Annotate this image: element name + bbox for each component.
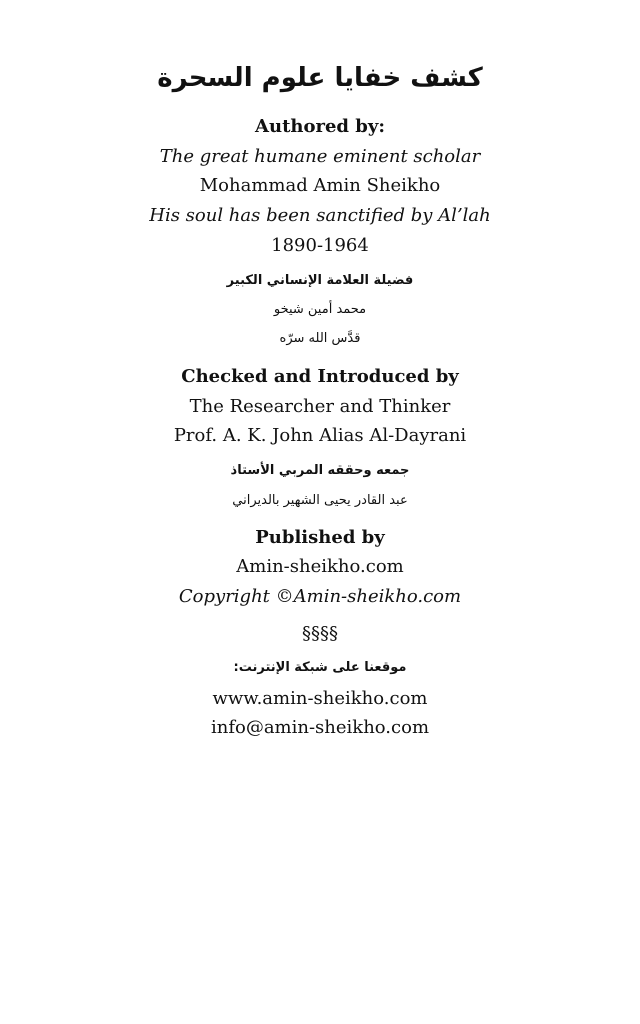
author-epithet-arabic: فضيلة العلامة الإنساني الكبير xyxy=(226,273,414,288)
author-blessing-arabic: قدَّس الله سرّه xyxy=(279,331,361,346)
author-years: 1890-1964 xyxy=(271,235,369,256)
checker-name-arabic: عبد القادر يحيى الشهير بالديراني xyxy=(232,493,408,508)
section-separator: §§§§ xyxy=(302,623,338,644)
checker-name: Prof. A. K. John Alias Al-Dayrani xyxy=(173,425,467,446)
online-heading-arabic: موقعنا على شبكة الإنترنت: xyxy=(233,660,407,675)
checker-title: The Researcher and Thinker xyxy=(189,396,451,417)
checked-by-heading: Checked and Introduced by xyxy=(181,366,459,387)
published-by-heading: Published by xyxy=(255,527,385,548)
arabic-book-title: كشف خفايا علوم السحرة xyxy=(157,63,483,93)
copyright-notice: Copyright ©Amin-sheikho.com xyxy=(178,586,462,607)
author-blessing: His soul has been sanctified by Al’lah xyxy=(149,205,491,226)
author-name-arabic: محمد أمين شيخو xyxy=(273,302,367,317)
publisher-site: Amin-sheikho.com xyxy=(236,556,404,577)
website-link[interactable]: www.amin-sheikho.com xyxy=(212,688,428,709)
email-link[interactable]: info@amin-sheikho.com xyxy=(210,717,430,738)
author-epithet: The great humane eminent scholar xyxy=(159,146,481,167)
authored-by-heading: Authored by: xyxy=(255,116,385,137)
checker-title-arabic: جمعه وحققه المربي الأستاذ xyxy=(230,463,410,478)
author-name: Mohammad Amin Sheikho xyxy=(199,175,441,196)
